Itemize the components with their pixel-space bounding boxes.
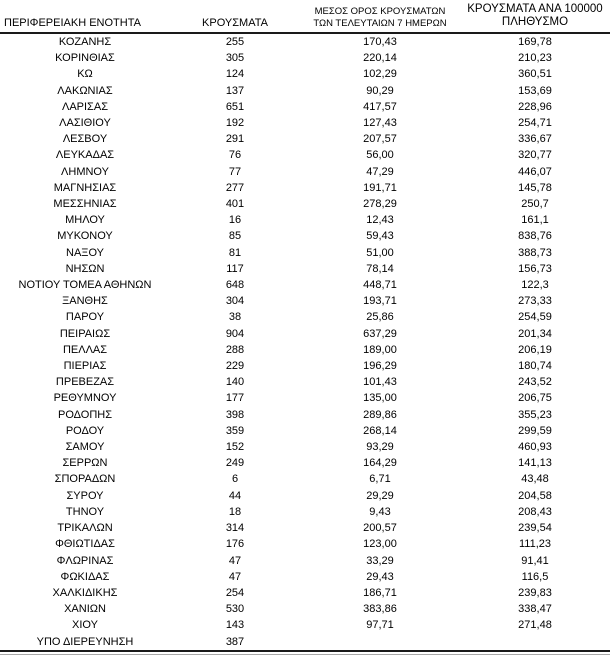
table-row	[0, 553, 610, 569]
header-cell-region	[0, 0, 170, 33]
cell-avg7: 56,00	[366, 149, 394, 162]
cell-per100k: 239,54	[518, 522, 552, 535]
table-row	[0, 439, 610, 455]
cell-cases: 18	[228, 505, 242, 518]
cell-avg7: 127,43	[363, 117, 397, 130]
table-row	[0, 99, 610, 115]
cell-per100k	[460, 634, 610, 651]
cell-cases: 177	[225, 392, 245, 405]
cell-per100k: 446,07	[518, 165, 552, 178]
cell-region: ΜΥΚΟΝΟΥ	[57, 230, 113, 243]
cell-per100k: 141,13	[518, 457, 552, 470]
table-row	[0, 131, 610, 147]
cell-cases: 47	[228, 570, 242, 583]
header-per100k-label-line2: ΠΛΗΘΥΣΜΟ	[501, 16, 569, 28]
cell-region: ΛΑΡΙΣΑΣ	[61, 100, 108, 113]
cell-per100k: 204,58	[518, 489, 552, 502]
header-cell-per100k	[460, 0, 610, 33]
cell-avg7: 417,57	[363, 100, 397, 113]
table-row	[0, 520, 610, 536]
table-row	[0, 115, 610, 131]
cell-per100k: 169,78	[518, 36, 552, 48]
cell-avg7: 448,71	[363, 279, 397, 292]
table-row	[0, 66, 610, 82]
cell-avg7: 93,29	[366, 441, 394, 454]
cell-cases: 291	[225, 133, 245, 146]
cell-per100k: 208,43	[518, 505, 552, 518]
table-row	[0, 196, 610, 212]
table-row	[0, 245, 610, 261]
cell-avg7	[300, 634, 460, 651]
table-row	[0, 455, 610, 471]
cell-region: ΛΑΣΙΘΙΟΥ	[59, 117, 111, 130]
cell-cases: 152	[225, 441, 245, 454]
table-row	[0, 212, 610, 228]
table-row	[0, 261, 610, 277]
cell-avg7: 164,29	[363, 457, 397, 470]
cell-per100k: 838,76	[518, 230, 552, 243]
cell-cases: 124	[225, 68, 245, 81]
cell-cases: 76	[228, 149, 242, 162]
header-avg7-label-line1: ΜΕΣΟΣ ΟΡΟΣ ΚΡΟΥΣΜΑΤΩΝ	[314, 6, 446, 17]
cell-avg7: 191,71	[363, 181, 397, 194]
cell-cases: 6	[231, 473, 239, 486]
cell-per100k: 355,23	[518, 408, 552, 421]
cell-avg7: 29,43	[366, 570, 394, 583]
cell-cases: 176	[225, 538, 245, 551]
cell-avg7: 289,86	[363, 408, 397, 421]
cell-cases: 249	[225, 457, 245, 470]
cell-per100k: 273,33	[518, 295, 552, 308]
cell-region: ΝΟΤΙΟΥ ΤΟΜΕΑ ΑΘΗΝΩΝ	[18, 279, 152, 292]
table-row	[0, 33, 610, 50]
cell-per100k: 338,47	[518, 603, 552, 616]
cell-region: ΧΙΟΥ	[72, 619, 98, 632]
cell-cases: 304	[225, 295, 245, 308]
cell-avg7: 207,57	[363, 133, 397, 146]
cell-region: ΦΛΩΡΙΝΑΣ	[56, 554, 114, 567]
cell-avg7: 200,57	[363, 522, 397, 535]
cell-per100k: 145,78	[518, 181, 552, 194]
cell-cases: 387	[170, 634, 300, 651]
cell-avg7: 33,29	[366, 554, 394, 567]
cell-region: ΠΕΛΛΑΣ	[62, 343, 108, 356]
cell-avg7: 6,71	[369, 473, 391, 486]
header-cases-label: ΚΡΟΥΣΜΑΤΑ	[202, 17, 268, 29]
table-row	[0, 50, 610, 66]
cell-avg7: 101,43	[363, 376, 397, 389]
cell-avg7: 637,29	[363, 327, 397, 340]
cell-per100k: 91,41	[521, 554, 549, 567]
table-row	[0, 488, 610, 504]
cell-cases: 288	[225, 343, 245, 356]
cell-per100k: 250,7	[521, 198, 549, 211]
table-row	[0, 504, 610, 520]
cell-per100k: 360,51	[518, 68, 552, 81]
cell-avg7: 189,00	[363, 343, 397, 356]
cell-avg7: 123,00	[363, 538, 397, 551]
cell-region: ΦΩΚΙΔΑΣ	[60, 570, 110, 583]
table-row	[0, 147, 610, 163]
cell-cases: 398	[225, 408, 245, 421]
table-row	[0, 374, 610, 390]
header-cell-avg7	[300, 0, 460, 33]
header-per100k-label-line1: ΚΡΟΥΣΜΑΤΑ ΑΝΑ 100000	[467, 3, 603, 15]
cell-cases: 117	[226, 262, 244, 275]
cell-cases: 229	[225, 360, 245, 373]
table-row	[0, 164, 610, 180]
cell-avg7: 47,29	[366, 165, 394, 178]
cell-per100k: 320,77	[518, 149, 552, 162]
cell-avg7: 9,43	[369, 505, 391, 518]
cell-avg7: 220,14	[363, 52, 397, 65]
cell-avg7: 59,43	[366, 230, 394, 243]
table-row	[0, 423, 610, 439]
cell-cases: 38	[228, 311, 242, 324]
cell-region: ΤΡΙΚΑΛΩΝ	[57, 522, 113, 535]
cell-region: ΧΑΛΚΙΔΙΚΗΣ	[52, 586, 118, 599]
cell-avg7: 97,71	[366, 619, 394, 632]
cell-region: ΝΗΣΩΝ	[65, 262, 105, 275]
cell-region: ΡΟΔΟΠΗΣ	[57, 408, 113, 421]
cell-avg7: 170,43	[363, 36, 397, 48]
cell-region: ΚΩ	[77, 68, 93, 81]
cell-cases: 85	[228, 230, 242, 243]
table-row	[0, 326, 610, 342]
cell-per100k: 388,73	[518, 246, 552, 259]
cell-region: ΚΟΖΑΝΗΣ	[58, 36, 112, 48]
cell-region: ΛΕΣΒΟΥ	[62, 133, 108, 146]
cell-per100k: 201,34	[518, 327, 552, 340]
bottom-rule	[0, 654, 610, 655]
cell-cases: 651	[225, 100, 245, 113]
cell-region: ΠΡΕΒΕΖΑΣ	[55, 376, 115, 389]
header-row	[0, 0, 610, 33]
cell-cases: 81	[228, 246, 242, 259]
cell-region: ΠΕΙΡΑΙΩΣ	[59, 327, 111, 340]
cell-avg7: 268,14	[363, 424, 397, 437]
table-header	[0, 0, 610, 33]
header-region-label: ΠΕΡΙΦΕΡΕΙΑΚΗ ΕΝΟΤΗΤΑ	[4, 17, 141, 29]
cell-region: ΞΑΝΘΗΣ	[62, 295, 108, 308]
cell-cases: 359	[225, 424, 245, 437]
cell-per100k: 206,19	[518, 343, 552, 356]
table-row	[0, 634, 610, 651]
cell-avg7: 135,00	[363, 392, 397, 405]
table-row	[0, 228, 610, 244]
cell-per100k: 243,52	[518, 376, 552, 389]
header-cell-cases	[170, 0, 300, 33]
table-row	[0, 358, 610, 374]
cell-cases: 314	[225, 522, 245, 535]
cell-region: ΛΗΜΝΟΥ	[61, 165, 109, 178]
table-row	[0, 407, 610, 423]
cell-cases: 47	[228, 554, 242, 567]
cell-cases: 137	[225, 84, 245, 97]
cell-avg7: 25,86	[366, 311, 394, 324]
cell-avg7: 29,29	[366, 489, 394, 502]
cell-cases: 648	[225, 279, 245, 292]
cell-avg7: 102,29	[363, 68, 397, 81]
cell-per100k: 156,73	[518, 262, 552, 275]
table-row	[0, 601, 610, 617]
cell-per100k: 111,23	[518, 538, 551, 551]
cell-region: ΣΥΡΟΥ	[66, 489, 104, 502]
table-row	[0, 585, 610, 601]
cell-per100k: 254,59	[518, 311, 552, 324]
cell-region: ΧΑΝΙΩΝ	[64, 603, 106, 616]
cell-region: ΛΕΥΚΑΔΑΣ	[55, 149, 115, 162]
table-row	[0, 293, 610, 309]
cell-avg7: 278,29	[363, 198, 397, 211]
cell-per100k: 336,67	[518, 133, 552, 146]
cell-cases: 277	[225, 181, 245, 194]
cell-region: ΤΗΝΟΥ	[65, 505, 105, 518]
cell-avg7: 51,00	[366, 246, 394, 259]
cell-cases: 305	[225, 52, 245, 65]
cell-per100k: 254,71	[518, 117, 552, 130]
cell-per100k: 153,69	[518, 84, 552, 97]
table-row	[0, 617, 610, 633]
cell-per100k: 43,48	[521, 473, 549, 486]
cell-region: ΦΘΙΩΤΙΔΑΣ	[55, 538, 115, 551]
table-body	[0, 33, 610, 651]
cell-per100k: 161,1	[521, 214, 549, 227]
cell-avg7: 196,29	[363, 360, 397, 373]
cell-region: ΠΙΕΡΙΑΣ	[63, 360, 107, 373]
cell-cases: 530	[225, 603, 245, 616]
cell-avg7: 186,71	[363, 586, 397, 599]
cell-per100k: 299,59	[518, 424, 552, 437]
cell-cases: 16	[228, 214, 242, 227]
table-row	[0, 342, 610, 358]
cell-avg7: 193,71	[363, 295, 397, 308]
cell-region: ΜΗΛΟΥ	[65, 214, 105, 227]
cell-per100k: 116,5	[521, 570, 549, 583]
table-row	[0, 277, 610, 293]
cell-region: ΣΕΡΡΩΝ	[62, 457, 108, 470]
cell-avg7: 12,43	[366, 214, 394, 227]
cell-per100k: 460,93	[518, 441, 552, 454]
cell-avg7: 90,29	[366, 84, 394, 97]
cell-cases: 254	[225, 586, 245, 599]
table-row	[0, 569, 610, 585]
cell-cases: 143	[225, 619, 245, 632]
header-avg7-label-line2: ΤΩΝ ΤΕΛΕΥΤΑΙΩΝ 7 ΗΜΕΡΩΝ	[313, 17, 447, 29]
table-row	[0, 180, 610, 196]
cell-cases: 44	[228, 489, 242, 502]
cell-region: ΠΑΡΟΥ	[65, 311, 105, 324]
cell-cases: 904	[225, 327, 245, 340]
cell-region: ΜΑΓΝΗΣΙΑΣ	[53, 181, 117, 194]
cell-cases: 77	[228, 165, 242, 178]
cell-region: ΜΕΣΣΗΝΙΑΣ	[53, 198, 117, 211]
table-row	[0, 309, 610, 325]
cell-per100k: 122,3	[521, 279, 549, 292]
cell-region: ΣΠΟΡΑΔΩΝ	[54, 473, 116, 486]
cell-per100k: 180,74	[518, 360, 552, 373]
cell-per100k: 239,83	[518, 586, 552, 599]
cell-region: ΡΟΔΟΥ	[65, 424, 105, 437]
table-row	[0, 471, 610, 487]
cell-region: ΣΑΜΟΥ	[65, 441, 105, 454]
cell-per100k: 210,23	[518, 52, 552, 65]
cell-per100k: 271,48	[518, 619, 552, 632]
cell-region: ΡΕΘΥΜΝΟΥ	[53, 392, 117, 405]
cell-cases: 192	[225, 117, 245, 130]
cell-cases: 255	[225, 36, 245, 48]
table-row	[0, 536, 610, 552]
cell-region: ΥΠΟ ΔΙΕΡΕΥΝΗΣΗ	[0, 634, 170, 651]
cell-region: ΛΑΚΩΝΙΑΣ	[57, 84, 113, 97]
cell-per100k: 228,96	[518, 100, 552, 113]
cell-region: ΝΑΞΟΥ	[66, 246, 104, 259]
cell-cases: 140	[225, 376, 245, 389]
cell-per100k: 206,75	[518, 392, 552, 405]
table-row	[0, 83, 610, 99]
cell-avg7: 78,14	[366, 262, 394, 275]
cell-avg7: 383,86	[363, 603, 397, 616]
cell-cases: 401	[225, 198, 245, 211]
cell-region: ΚΟΡΙΝΘΙΑΣ	[55, 52, 115, 65]
table-row	[0, 390, 610, 406]
